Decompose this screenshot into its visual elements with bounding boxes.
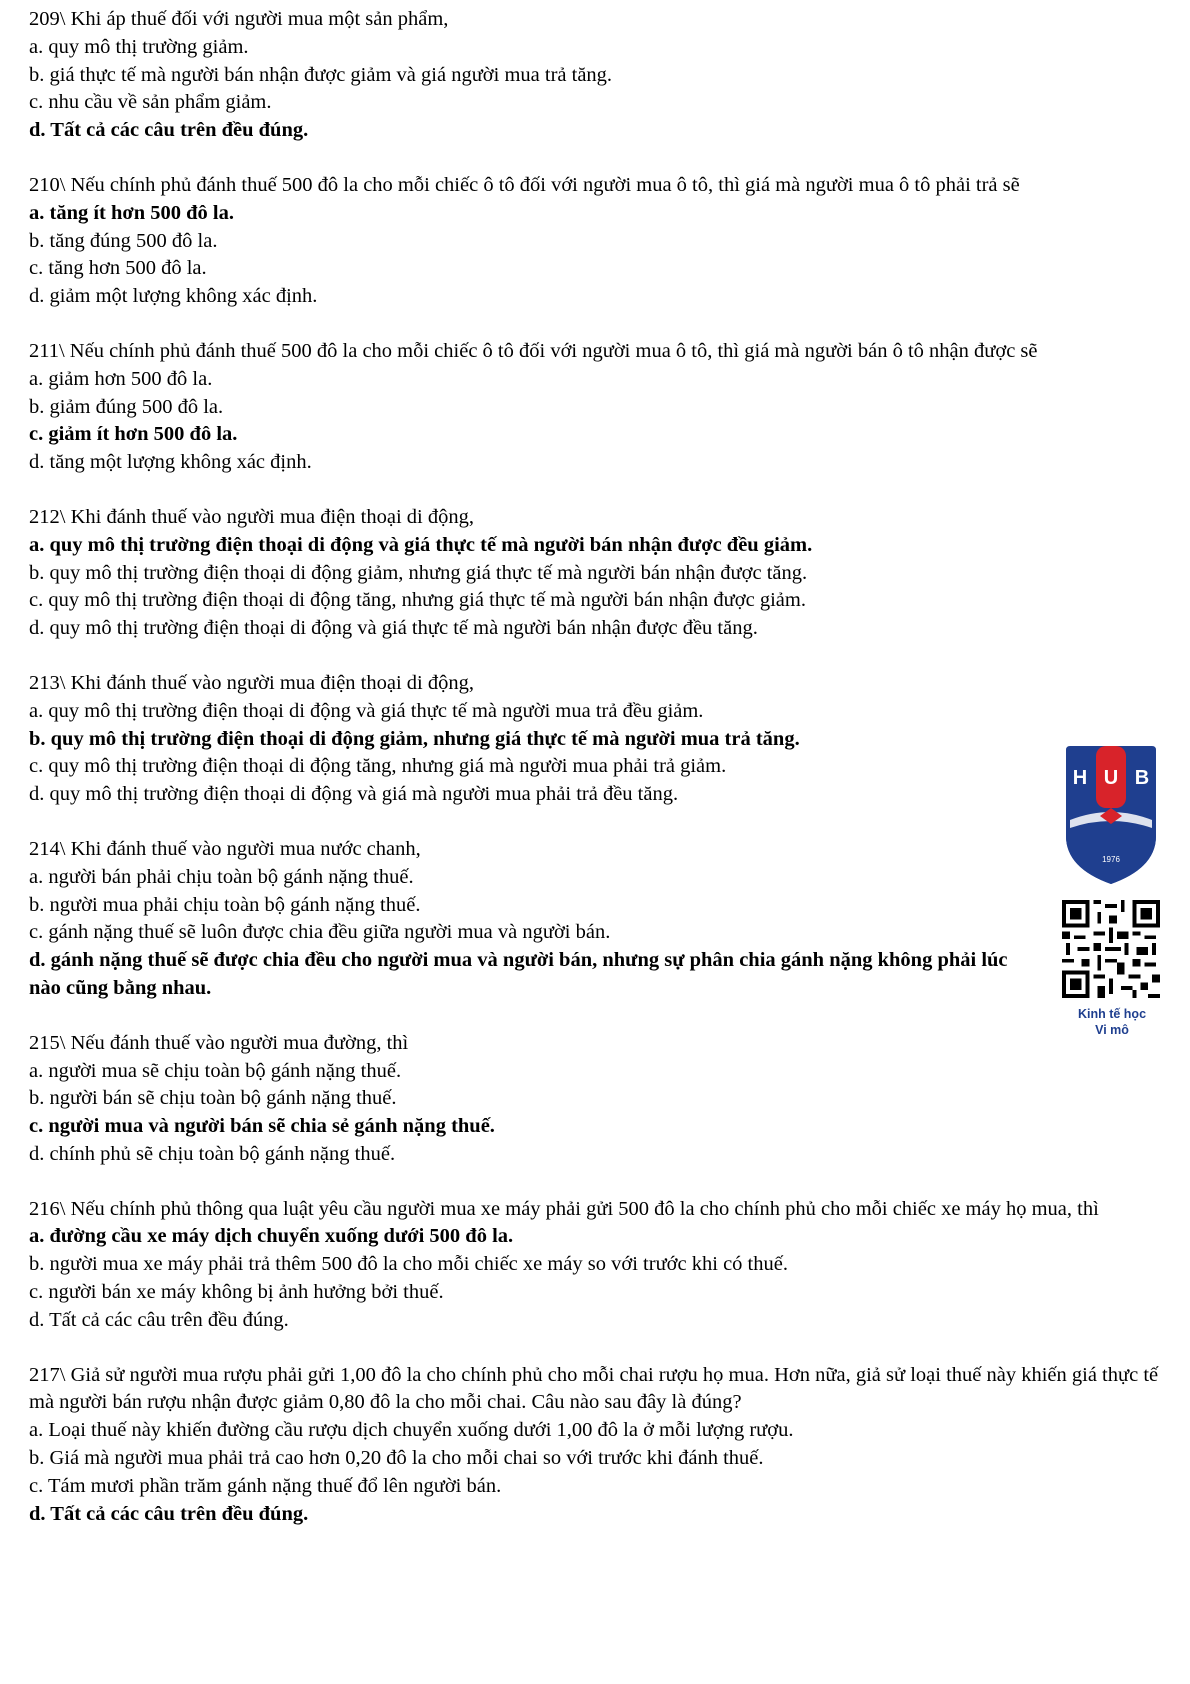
option-b-correct: b. quy mô thị trường điện thoại di động giảm, nhưng giá thực tế mà người mua trả tăng.: [29, 727, 800, 750]
question-216: [29, 1196, 1164, 1335]
option-b: b. quy mô thị trường điện thoại di động giảm, nhưng giá thực tế mà người bán nhận được tăng.: [29, 561, 808, 584]
option-a: a. quy mô thị trường điện thoại di động và giá thực tế mà người mua trả đều giảm.: [29, 699, 704, 722]
question-217: [29, 1362, 1164, 1529]
question-211: [29, 338, 1164, 477]
option-a: a. người mua sẽ chịu toàn bộ gánh nặng thuế.: [29, 1059, 402, 1082]
option-d: d. tăng một lượng không xác định.: [29, 451, 312, 474]
option-c: c. người bán xe máy không bị ảnh hưởng bởi thuế.: [29, 1281, 444, 1304]
logo-year: 1976: [1102, 855, 1120, 864]
option-d-correct: d. Tất cả các câu trên đều đúng.: [29, 119, 309, 142]
option-d-correct: d. Tất cả các câu trên đều đúng.: [29, 1502, 309, 1525]
option-b: b. Giá mà người mua phải trả cao hơn 0,20 đô la cho mỗi chai so với trước khi đánh thuế.: [29, 1447, 764, 1470]
option-a-correct: a. đường cầu xe máy dịch chuyển xuống dưới 500 đô la.: [29, 1225, 514, 1248]
question-215: [29, 1030, 1164, 1169]
question-list: [29, 6, 1164, 1555]
question-213: [29, 670, 1164, 809]
option-b: b. giá thực tế mà người bán nhận được giảm và giá người mua trả tăng.: [29, 63, 613, 86]
option-a: a. Loại thuế này khiến đường cầu rượu dịch chuyển xuống dưới 1,00 đô la ở mỗi lượng rượu.: [29, 1419, 794, 1442]
qr-code: [1062, 900, 1160, 998]
question-214: [29, 836, 1164, 1003]
brand-line-2: Vi mô: [1095, 1023, 1129, 1037]
option-a: a. giảm hơn 500 đô la.: [29, 367, 213, 390]
question-stem: 214\ Khi đánh thuế vào người mua nước chanh,: [29, 837, 421, 860]
option-d: d. chính phủ sẽ chịu toàn bộ gánh nặng thuế.: [29, 1142, 396, 1165]
option-b: b. người mua phải chịu toàn bộ gánh nặng thuế.: [29, 893, 421, 916]
course-brand: [1058, 1006, 1166, 1038]
question-stem: 211\ Nếu chính phủ đánh thuế 500 đô la cho mỗi chiếc ô tô đối với người mua ô tô, thì giá mà người bán ô tô nhận được sẽ: [29, 339, 1038, 362]
logo-letter-b: B: [1134, 767, 1150, 789]
logo-letter-h: H: [1072, 767, 1088, 789]
option-b: b. người bán sẽ chịu toàn bộ gánh nặng thuế.: [29, 1087, 397, 1110]
question-stem: 212\ Khi đánh thuế vào người mua điện thoại di động,: [29, 505, 474, 528]
question-209: [29, 6, 1164, 145]
question-210: [29, 172, 1164, 311]
option-d: d. giảm một lượng không xác định.: [29, 285, 318, 308]
question-stem: 209\ Khi áp thuế đối với người mua một sản phẩm,: [29, 8, 449, 30]
option-c-correct: c. giảm ít hơn 500 đô la.: [29, 423, 238, 446]
option-c: c. gánh nặng thuế sẽ luôn được chia đều giữa người mua và người bán.: [29, 921, 611, 944]
option-c: c. Tám mươi phần trăm gánh nặng thuế đổ lên người bán.: [29, 1474, 502, 1497]
hub-logo: [1062, 744, 1160, 886]
option-d-correct: d. gánh nặng thuế sẽ được chia đều cho người mua và người bán, nhưng sự phân chia gánh nặng không phải lúc nào cũng bằng nhau.: [29, 949, 1008, 999]
option-d: d. quy mô thị trường điện thoại di động và giá mà người mua phải trả đều tăng.: [29, 783, 679, 806]
question-stem: 215\ Nếu đánh thuế vào người mua đường, thì: [29, 1031, 409, 1054]
logo-letter-u: U: [1103, 767, 1119, 789]
question-stem: 213\ Khi đánh thuế vào người mua điện thoại di động,: [29, 671, 474, 694]
option-a-correct: a. quy mô thị trường điện thoại di động và giá thực tế mà người bán nhận được đều giảm.: [29, 533, 813, 556]
option-b: b. giảm đúng 500 đô la.: [29, 395, 224, 418]
option-a-correct: a. tăng ít hơn 500 đô la.: [29, 201, 234, 224]
option-b: b. người mua xe máy phải trả thêm 500 đô la cho mỗi chiếc xe máy so với trước khi có thuế.: [29, 1253, 788, 1276]
option-a: a. người bán phải chịu toàn bộ gánh nặng thuế.: [29, 865, 414, 888]
option-c: c. tăng hơn 500 đô la.: [29, 257, 207, 280]
question-stem: 217\ Giả sử người mua rượu phải gửi 1,00 đô la cho chính phủ cho mỗi chai rượu họ mua. Hơn nữa, giả sử loại thuế này khiến giá thực tế mà người bán rượu nhận được giảm 0,80 đô la cho mỗi chai. Câu nào sau đây là đúng?: [29, 1363, 1159, 1414]
brand-line-1: Kinh tế học: [1077, 1007, 1147, 1021]
option-d: d. quy mô thị trường điện thoại di động và giá thực tế mà người bán nhận được đều tăng.: [29, 617, 758, 640]
option-c: c. nhu cầu về sản phẩm giảm.: [29, 91, 272, 114]
question-212: [29, 504, 1164, 643]
option-c-correct: c. người mua và người bán sẽ chia sẻ gánh nặng thuế.: [29, 1115, 495, 1138]
option-a: a. quy mô thị trường giảm.: [29, 35, 249, 58]
option-d: d. Tất cả các câu trên đều đúng.: [29, 1308, 289, 1331]
question-stem: 216\ Nếu chính phủ thông qua luật yêu cầu người mua xe máy phải gửi 500 đô la cho chính phủ cho mỗi chiếc xe máy họ mua, thì: [29, 1197, 1099, 1220]
option-c: c. quy mô thị trường điện thoại di động tăng, nhưng giá mà người mua phải trả giảm.: [29, 755, 727, 778]
option-c: c. quy mô thị trường điện thoại di động tăng, nhưng giá thực tế mà người bán nhận được giảm.: [29, 589, 806, 612]
question-stem: 210\ Nếu chính phủ đánh thuế 500 đô la cho mỗi chiếc ô tô đối với người mua ô tô, thì giá mà người mua ô tô phải trả sẽ: [29, 173, 1020, 196]
option-b: b. tăng đúng 500 đô la.: [29, 229, 218, 252]
